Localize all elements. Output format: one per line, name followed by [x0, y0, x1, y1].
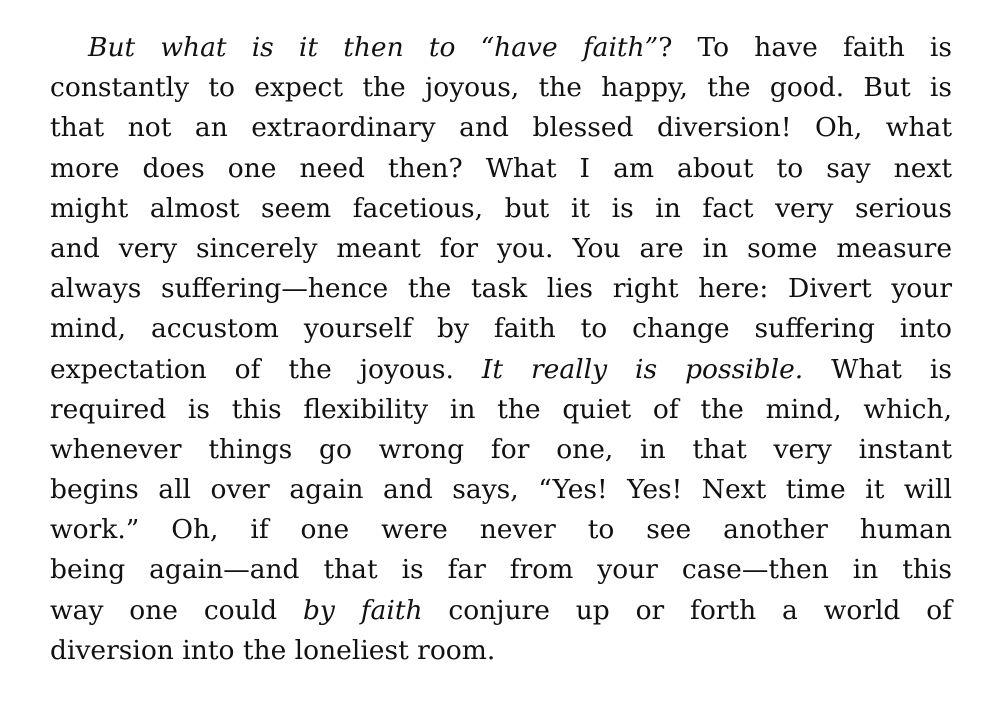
text-span: begins all over again and says, “Yes! Yes! Next time it will — [50, 474, 952, 506]
text-line-2 — [50, 68, 952, 108]
text-line-10 — [50, 390, 952, 430]
text-line-6 — [50, 229, 952, 269]
text-span: always suffering—hence the task lies right here: Divert your — [50, 273, 952, 305]
text-line-7 — [50, 269, 952, 309]
text-line-16 — [50, 631, 952, 671]
italic-span: It really is possible. — [481, 353, 804, 385]
text-span: expectation of the joyous. — [50, 353, 482, 385]
text-line-12 — [50, 470, 952, 510]
text-span: way one could — [50, 594, 303, 626]
text-span: more does one need then? What I am about to say next — [50, 152, 952, 184]
text-line-5 — [50, 189, 952, 229]
text-line-8 — [50, 309, 952, 349]
text-line-1 — [50, 28, 952, 68]
text-line-13 — [50, 510, 952, 550]
italic-span: by faith — [302, 594, 423, 626]
text-span: What is — [803, 353, 952, 385]
text-span: might almost seem facetious, but it is in fact very serious — [50, 192, 952, 224]
text-span: constantly to expect the joyous, the happy, the good. But is — [50, 72, 952, 104]
text-line-15 — [50, 591, 952, 631]
text-span: being again—and that is far from your case—then in this — [50, 554, 952, 586]
text-span: that not an extraordinary and blessed diversion! Oh, what — [50, 112, 952, 144]
text-line-9 — [50, 350, 952, 390]
text-span: work.” Oh, if one were never to see another human — [50, 514, 952, 546]
text-span: ? To have faith is — [658, 32, 952, 63]
text-span: and very sincerely meant for you. You are in some measure — [50, 232, 952, 264]
text-span: mind, accustom yourself by faith to change suffering into — [50, 313, 952, 345]
text-page — [50, 28, 952, 671]
text-line-11 — [50, 430, 952, 470]
italic-span: But what is it then to “have faith” — [88, 32, 659, 63]
text-span: required is this flexibility in the quiet of the mind, which, — [50, 393, 952, 425]
paragraph — [50, 28, 952, 671]
text-line-4 — [50, 149, 952, 189]
text-line-3 — [50, 108, 952, 148]
text-span: conjure up or forth a world of — [422, 594, 952, 626]
text-span: diversion into the loneliest room. — [50, 634, 496, 666]
text-line-14 — [50, 550, 952, 590]
text-span: whenever things go wrong for one, in that very instant — [50, 433, 952, 465]
